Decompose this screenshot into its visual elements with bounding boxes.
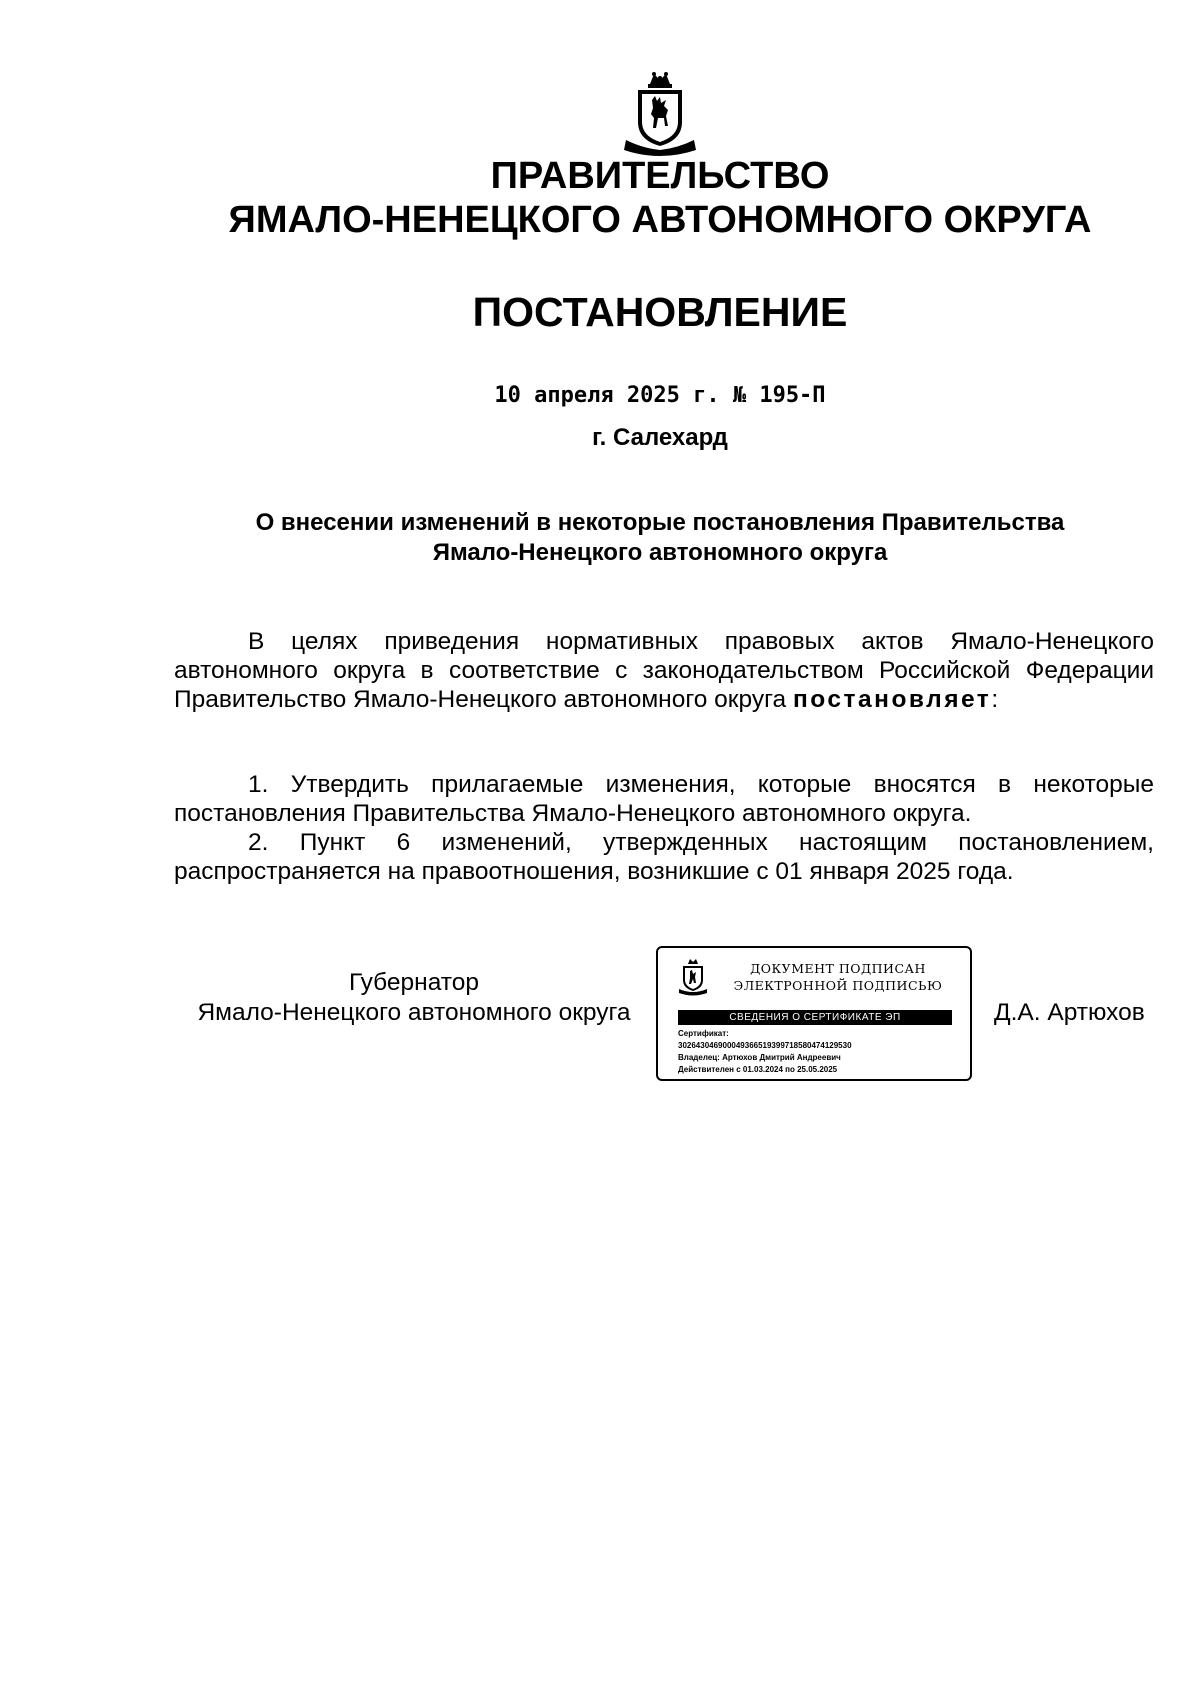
stamp-certificate-bar: СВЕДЕНИЯ О СЕРТИФИКАТЕ ЭП [678, 1010, 952, 1025]
document-subject [200, 508, 1120, 568]
government-title-line2: ЯМАЛО-НЕНЕЦКОГО АВТОНОМНОГО ОКРУГА [228, 199, 1092, 241]
signer-name: Д.А. Артюхов [994, 999, 1145, 1026]
subject-line1: О внесении изменений в некоторые постановления Правительства [255, 509, 1065, 536]
stamp-validity: Действителен с 01.03.2024 по 25.05.2025 [678, 1065, 838, 1074]
intro-end: : [991, 686, 999, 713]
signer-position-line2: Ямало-Ненецкого автономного округа [197, 999, 631, 1026]
government-title [0, 154, 1200, 242]
point-2: 2. Пункт 6 изменений, утвержденных настоящим постановлением, распространяется на правоотношения, возникшие с 01 января 2025 года. [174, 829, 1154, 885]
government-title-line1: ПРАВИТЕЛЬСТВО [490, 155, 830, 197]
stamp-title-line2: ЭЛЕКТРОННОЙ ПОДПИСЬЮ [733, 978, 943, 993]
intro-verb: постановляет [792, 686, 992, 713]
stamp-owner: Владелец: Артюхов Дмитрий Андреевич [678, 1053, 841, 1062]
intro-paragraph [174, 627, 1154, 714]
document-type: ПОСТАНОВЛЕНИЕ [472, 289, 848, 335]
subject-line2: Ямало-Ненецкого автономного округа [432, 539, 888, 566]
stamp-cert-number: 302643046900049366519399718580474129530 [678, 1041, 852, 1050]
stamp-coat-of-arms-icon [678, 958, 708, 996]
date-number: 10 апреля 2025 г. № 195-П [494, 383, 826, 408]
stamp-certificate-info [678, 1028, 958, 1076]
intro-text: В целях приведения нормативных правовых актов Ямало-Ненецкого автономного округа в соответствие с законодательством Российской Федерации Правительство Ямало-Ненецкого автономного округа [174, 628, 1154, 713]
points-list [174, 770, 1154, 886]
signer-position-line1: Губернатор [349, 969, 479, 996]
signer-position [174, 968, 654, 1028]
city: г. Салехард [592, 424, 728, 451]
stamp-title-line1: ДОКУМЕНТ ПОДПИСАН [750, 961, 926, 976]
electronic-signature-stamp [656, 946, 972, 1081]
stamp-cert-label: Сертификат: [678, 1029, 729, 1038]
point-1: 1. Утвердить прилагаемые изменения, которые вносятся в некоторые постановления Правительства Ямало-Ненецкого автономного округа. [174, 771, 1154, 827]
stamp-title [718, 960, 958, 994]
coat-of-arms-icon [622, 70, 698, 156]
